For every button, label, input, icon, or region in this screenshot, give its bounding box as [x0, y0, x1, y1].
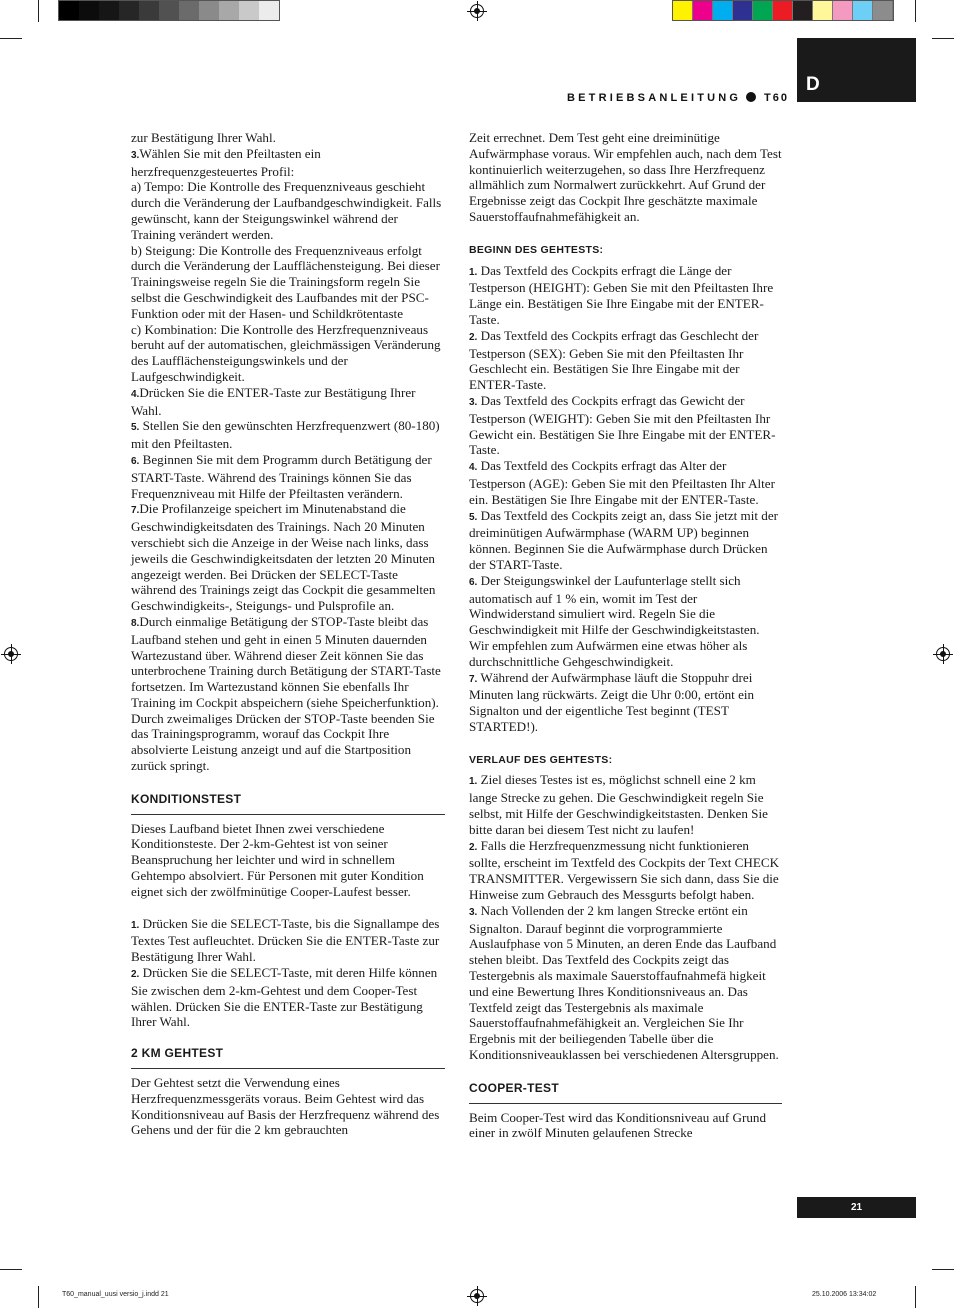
list-item: 5. Stellen Sie den gewünschten Herzfrequenzwert (80-180) mit den Pfeiltasten.: [131, 418, 440, 452]
color-swatch: [713, 1, 733, 20]
list-item: 2. Falls die Herzfrequenzmessung nicht funktionieren sollte, erscheint im Textfeld des Cockpits der Text CHECK TRANSMITTER. Vergewissern Sie sich dann, dass Sie die Hinweise zum Gebrauch des Messgurts befolgt haben.: [469, 837, 780, 903]
running-header-model: T60: [764, 92, 789, 104]
language-code: D: [806, 74, 820, 95]
color-swatch: [813, 1, 833, 20]
section-heading: 2 KM GEHTEST: [131, 1046, 445, 1069]
process-color-bar: [672, 0, 894, 21]
crop-mark: [915, 1286, 916, 1308]
color-swatch: [139, 1, 159, 20]
list-item: 3. Nach Vollenden der 2 km langen Strecke ertönt ein Signalton. Darauf beginnt die vorprogrammierte Auslaufphase von 5 Minuten, an deren Ende das Laufband stehen bleibt. Das Textfeld des Cockpits zeigt das Testergebnis als maximale Sauerstoffaufnahmefä higkeit und eine Bewertung Ihres Konditionsniveaus an. Das Textfeld zeigt das Testergebnis als maximale Sauerstoffaufnahmefähigkeit an. Vergleichen Sie Ihr Ergebnis mit der beiliegenden Tabelle über die Konditionsniveauklassen bei verschiedenen Altersgruppen.: [469, 902, 779, 1063]
right-column: [469, 130, 782, 1141]
crop-mark: [0, 38, 22, 39]
color-swatch: [199, 1, 219, 20]
color-swatch: [693, 1, 713, 20]
list-item: 3.Wählen Sie mit den Pfeiltasten ein herzfrequenzgesteuertes Profil:: [131, 145, 321, 179]
list-item: 4.Drücken Sie die ENTER-Taste zur Bestätigung Ihrer Wahl.: [131, 384, 416, 418]
list-item: 7. Während der Aufwärmphase läuft die Stoppuhr drei Minuten lang rückwärts. Zeigt die Uhr 0:00, ertönt ein Signalton und der eigentliche Test beginnt (TEST STARTED!).: [469, 669, 755, 734]
list-item: 5. Das Textfeld des Cockpits zeigt an, dass Sie jetzt mit der dreiminütigen Aufwärmphase (WARM UP) beginnen können. Beginnen Sie die Aufwärmphase durch Drücken der START-Taste.: [469, 507, 779, 572]
language-tab: [797, 38, 916, 102]
color-swatch: [179, 1, 199, 20]
color-swatch: [733, 1, 753, 20]
list-item: 2. Drücken Sie die SELECT-Taste, mit deren Hilfe können Sie zwischen dem 2-km-Gehtest und dem Cooper-Test wählen. Drücken Sie die ENTER-Taste zur Bestätigung Ihrer Wahl.: [131, 965, 438, 1030]
paragraph: zur Bestätigung Ihrer Wahl.: [131, 130, 276, 145]
paragraph: Der Gehtest setzt die Verwendung eines Herzfrequenzmessgeräts voraus. Beim Gehtest wird das Konditionsniveau auf Basis der Herzfrequenz während des Gehens und der für die 2 km gebrauchten: [131, 1075, 440, 1138]
color-swatch: [753, 1, 773, 20]
registration-mark-icon: [936, 647, 950, 661]
paragraph: Zeit errechnet. Dem Test geht eine dreiminütige Aufwärmphase voraus. Wir empfehlen auch, nach dem Test kontinuierlich weiterzugehen, so dass Ihre Herzfrequenz allmählich zum Normalwert zurückkehrt. Auf Grund der Ergebnisse zeigt das Cockpit Ihre geschätzte maximale Sauerstoffaufnahmefähigkeit an.: [469, 130, 782, 224]
list-item: 2. Das Textfeld des Cockpits erfragt das Geschlecht der Testperson (SEX): Geben Sie mit den Pfeiltasten Ihr Geschlecht ein. Bestätigen Sie Ihre Eingabe mit der ENTER-Taste.: [469, 327, 759, 393]
color-swatch: [79, 1, 99, 20]
bullet-icon: [746, 92, 756, 102]
list-item: 8.Durch einmalige Betätigung der STOP-Taste bleibt das Laufband stehen und geht in einen 5 Minuten dauernden Wartezustand über. Während dieser Zeit können Sie das unterbrochene Training durch Betätigung der START-Taste fortsetzen. Im Wartezustand können Sie ebenfalls Ihr Training im Cockpit abspeichern (siehe Speicherfunktion). Durch zweimaliges Drücken der STOP-Taste beenden Sie das Trainingsprogramm, worauf das Cockpit Ihre absolvierte Leistung anzeigt und auf die Startposition zurück springt.: [131, 613, 441, 774]
crop-mark: [38, 1286, 39, 1308]
section-heading: COOPER-TEST: [469, 1081, 782, 1104]
crop-mark: [915, 0, 916, 22]
page-number: 21: [797, 1197, 916, 1218]
crop-mark: [0, 1269, 22, 1270]
color-swatch: [793, 1, 813, 20]
section-heading: KONDITIONSTEST: [131, 792, 445, 815]
list-item: 7.Die Profilanzeige speichert im Minutenabstand die Geschwindigkeitsdaten des Trainings. Nach 20 Minuten verschiebt sich die Anzeige in der Weise nach links, dass jeweils die Geschwindigkeitsdaten der letzten 20 Minuten angezeigt werden. Bei Drücken der SELECT-Taste während des Trainings zeigt das Cockpit die gesammelten Geschwindigkeits-, Steigungs- und Pulsprofile an.: [131, 501, 436, 614]
left-column: [131, 130, 445, 1138]
crop-mark: [932, 38, 954, 39]
list-item: 1. Das Textfeld des Cockpits erfragt die Länge der Testperson (HEIGHT): Geben Sie mit den Pfeiltasten Ihre Länge ein. Bestätigen Sie Ihre Eingabe mit der ENTER-Taste.: [469, 262, 774, 327]
date-slug: 25.10.2006 13:34:02: [812, 1291, 877, 1298]
color-swatch: [673, 1, 693, 20]
registration-mark-icon: [470, 4, 484, 18]
color-swatch: [119, 1, 139, 20]
paragraph: a) Tempo: Die Kontrolle des Frequenzniveaus geschieht durch die Veränderung der Laufbandgeschwindigkeit. Falls gewünscht, kann der Steigungswinkel während der Training verändert werden.: [131, 179, 442, 242]
color-swatch: [853, 1, 873, 20]
list-item: 6. Der Steigungswinkel der Laufunterlage stellt sich automatisch auf 1 % ein, womit im Test der Windwiderstand simuliert wird. Regeln Sie die Geschwindigkeit mit Hilfe der Geschwindigkeitstasten. Wir empfehlen zum Aufwärmen eine etwas höher als durchschnittliche Gehgeschwindigkeit.: [469, 572, 760, 669]
list-item: 3. Das Textfeld des Cockpits erfragt das Gewicht der Testperson (WEIGHT): Geben Sie mit den Pfeiltasten Ihr Gewicht ein. Bestätigen Sie Ihre Eingabe mit der ENTER-Taste.: [469, 392, 776, 458]
color-swatch: [59, 1, 79, 20]
color-swatch: [239, 1, 259, 20]
list-item: 6. Beginnen Sie mit dem Programm durch Betätigung der START-Taste. Während des Trainings können Sie das Frequenzniveau mit Hilfe der Pfeiltasten verändern.: [131, 451, 432, 501]
registration-mark-icon: [4, 647, 18, 661]
paragraph: c) Kombination: Die Kontrolle des Herzfrequenzniveaus beruht auf der automatischen, gleichmässigen Veränderung des Laufflächensteigungswinkels und der Laufgeschwindigkeit.: [131, 321, 441, 384]
grayscale-color-bar: [58, 0, 280, 21]
color-swatch: [99, 1, 119, 20]
crop-mark: [38, 0, 39, 22]
list-item: 4. Das Textfeld des Cockpits erfragt das Alter der Testperson (AGE): Geben Sie mit den Pfeiltasten Ihr Alter ein. Bestätigen Sie Ihre Eingabe mit der ENTER-Taste.: [469, 458, 775, 507]
crop-mark: [932, 1269, 954, 1270]
color-swatch: [219, 1, 239, 20]
color-swatch: [259, 1, 279, 20]
color-swatch: [159, 1, 179, 20]
subsection-heading: BEGINN DES GEHTESTS:: [469, 243, 604, 256]
paragraph: Dieses Laufband bietet Ihnen zwei verschiedene Konditionsteste. Der 2-km-Gehtest ist von seiner Beanspruchung her leichter und wird in schnellem Gehtempo absolviert. Für Personen mit guter Kondition eignet sich der zwölfminütige Cooper-Laufest besser.: [131, 820, 424, 899]
registration-mark-icon: [470, 1289, 484, 1303]
subsection-heading: VERLAUF DES GEHTESTS:: [469, 753, 613, 766]
file-slug: T60_manual_uusi versio_j.indd 21: [62, 1291, 169, 1298]
color-swatch: [773, 1, 793, 20]
color-swatch: [833, 1, 853, 20]
paragraph: Beim Cooper-Test wird das Konditionsniveau auf Grund einer in zwölf Minuten gelaufenen Strecke: [469, 1109, 767, 1141]
list-item: 1. Ziel dieses Testes ist es, möglichst schnell eine 2 km lange Strecke zu gehen. Die Geschwindigkeit regeln Sie selbst, mit Hilfe der Geschwindigkeitstasten. Denken Sie bitte daran bei diesem Test nicht zu laufen!: [469, 772, 768, 837]
color-swatch: [873, 1, 893, 20]
running-header-title: BETRIEBSANLEITUNG: [567, 92, 742, 104]
paragraph: b) Steigung: Die Kontrolle des Frequenzniveaus erfolgt durch die Veränderung der Laufflächensteigung. Bei dieser Trainingsweise regeln Sie die Trainingsform regeln Sie selbst die Geschwindigkeit des Laufbandes mit der PSC-Funktion oder mit der Hasen- und Schildkrötentaste: [131, 242, 440, 321]
list-item: 1. Drücken Sie die SELECT-Taste, bis die Signallampe des Textes Test aufleuchtet. Drücken Sie die ENTER-Taste zur Bestätigung Ihrer Wahl.: [131, 915, 440, 965]
